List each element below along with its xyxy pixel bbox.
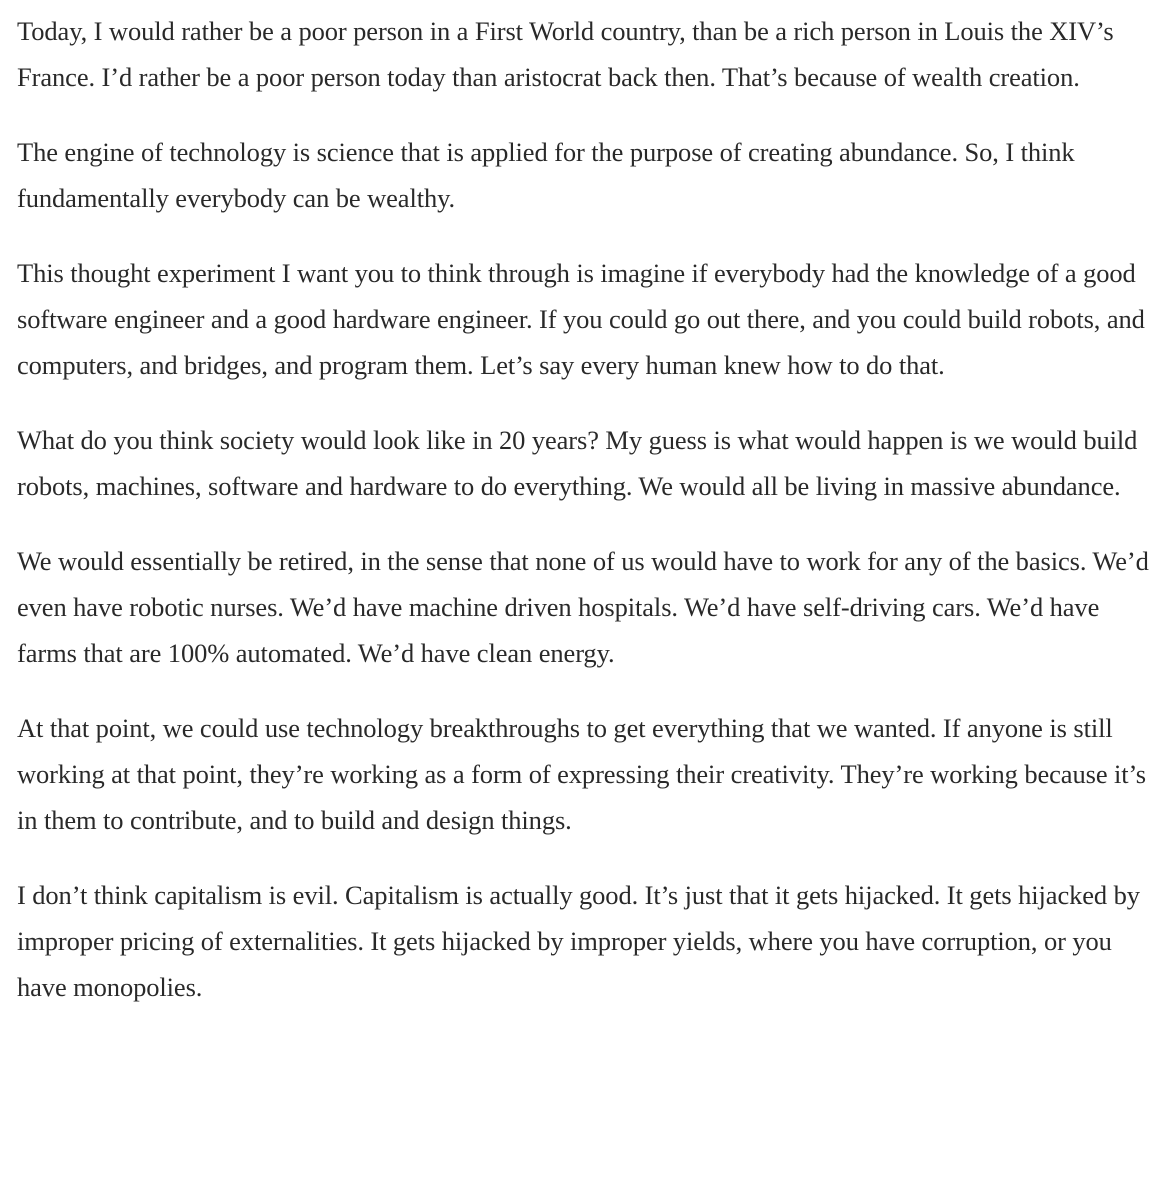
paragraph-technology-breakthroughs: At that point, we could use technology breakthroughs to get everything that we wanted. If anyone is still working at that point, they’re working as a form of expressing their creativity. They’re working because it’s in them to contribute, and to build and design things. bbox=[17, 713, 1147, 835]
paragraph-thought-experiment: This thought experiment I want you to think through is imagine if everybody had the knowledge of a good software engineer and a good hardware engineer. If you could go out there, and you could build robots, and computers, and bridges, and program them. Let’s say every human knew how to do that. bbox=[17, 258, 1145, 380]
paragraph-wealth-creation: Today, I would rather be a poor person in a First World country, than be a rich person in Louis the XIV’s France. I’d rather be a poor person today than aristocrat back then. That’s because of wealth creation. bbox=[17, 16, 1114, 92]
paragraph-capitalism: I don’t think capitalism is evil. Capitalism is actually good. It’s just that it gets hijacked. It gets hijacked by improper pricing of externalities. It gets hijacked by improper yields, where you have corruption, or you have monopolies. bbox=[17, 880, 1140, 1002]
paragraph-society-in-20-years: What do you think society would look like in 20 years? My guess is what would happen is we would build robots, machines, software and hardware to do everything. We would all be living in massive abundance. bbox=[17, 425, 1138, 501]
paragraph-essentially-retired: We would essentially be retired, in the sense that none of us would have to work for any of the basics. We’d even have robotic nurses. We’d have machine driven hospitals. We’d have self-driving cars. We’d have farms that are 100% automated. We’d have clean energy. bbox=[17, 546, 1149, 668]
paragraph-engine-of-technology: The engine of technology is science that is applied for the purpose of creating abundance. So, I think fundamentally everybody can be wealthy. bbox=[17, 137, 1075, 213]
